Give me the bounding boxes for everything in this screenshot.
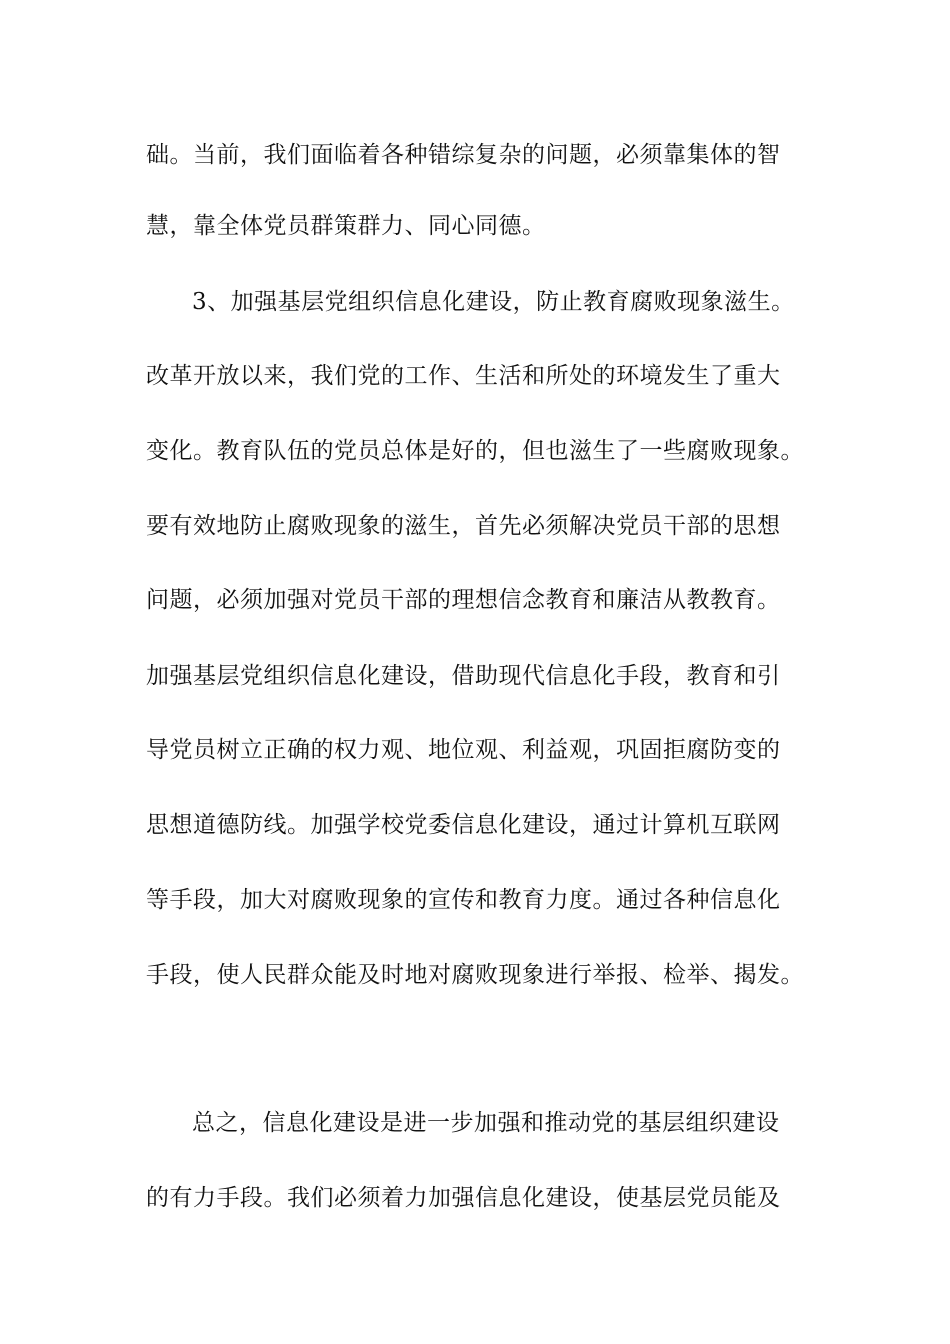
- numbered-heading: 3、加强基层党组织信息化建设，防止教育腐败现象滋生。: [192, 289, 795, 315]
- text-line: 础。当前，我们面临着各种错综复杂的问题，必须靠集体的智: [146, 142, 781, 168]
- text-line: 导党员树立正确的权力观、地位观、利益观，巩固拒腐防变的: [146, 737, 781, 763]
- text-line: 要有效地防止腐败现象的滋生，首先必须解决党员干部的思想: [146, 513, 781, 539]
- text-line: 加强基层党组织信息化建设，借助现代信息化手段，教育和引: [146, 663, 781, 689]
- text-line: 变化。教育队伍的党员总体是好的，但也滋生了一些腐败现象。: [146, 438, 804, 464]
- conclusion-line: 总之，信息化建设是进一步加强和推动党的基层组织建设: [192, 1110, 780, 1136]
- text-line: 思想道德防线。加强学校党委信息化建设，通过计算机互联网: [146, 812, 781, 838]
- text-line: 手段，使人民群众能及时地对腐败现象进行举报、检举、揭发。: [146, 962, 804, 988]
- text-line: 等手段，加大对腐败现象的宣传和教育力度。通过各种信息化: [146, 887, 781, 913]
- text-line: 的有力手段。我们必须着力加强信息化建设，使基层党员能及: [146, 1185, 781, 1211]
- text-line: 问题，必须加强对党员干部的理想信念教育和廉洁从教教育。: [146, 587, 781, 613]
- text-line: 慧，靠全体党员群策群力、同心同德。: [146, 213, 546, 239]
- text-line: 改革开放以来，我们党的工作、生活和所处的环境发生了重大: [146, 363, 781, 389]
